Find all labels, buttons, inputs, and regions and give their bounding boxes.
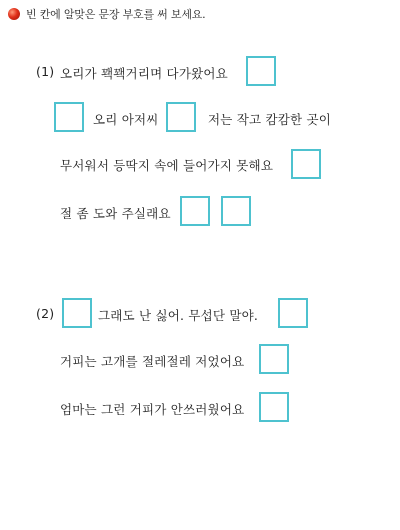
instruction-text: 빈 칸에 알맞은 문장 부호를 써 보세요. (26, 8, 206, 21)
section1-line1-text: 오리가 꽥꽥거리며 다가왔어요 (60, 66, 228, 81)
section1-number: (1) (36, 64, 55, 79)
answer-box-2-4[interactable] (259, 392, 289, 422)
section2-line1-text: 그래도 난 싫어. 무섭단 말야. (98, 308, 259, 323)
section2-line2-text: 거피는 고개를 절레절레 저었어요 (60, 354, 245, 369)
section2-number: (2) (36, 306, 55, 321)
section1-line2b-text: 저는 작고 캄캄한 곳이 (208, 112, 331, 127)
section1-line4-text: 절 좀 도와 주실래요 (60, 206, 171, 221)
answer-box-2-1[interactable] (62, 298, 92, 328)
answer-box-1-4[interactable] (291, 149, 321, 179)
answer-box-2-3[interactable] (259, 344, 289, 374)
section2-line3-text: 엄마는 그런 거피가 안쓰러웠어요 (60, 402, 245, 417)
section1-line2a-text: 오리 아저씨 (93, 112, 159, 127)
answer-box-1-6[interactable] (221, 196, 251, 226)
answer-box-1-5[interactable] (180, 196, 210, 226)
answer-box-1-3[interactable] (166, 102, 196, 132)
answer-box-2-2[interactable] (278, 298, 308, 328)
instruction (8, 6, 205, 22)
red-bullet-icon (8, 8, 20, 20)
answer-box-1-1[interactable] (246, 56, 276, 86)
section1-line3-text: 무서워서 등딱지 속에 들어가지 못해요 (60, 158, 274, 173)
answer-box-1-2[interactable] (54, 102, 84, 132)
